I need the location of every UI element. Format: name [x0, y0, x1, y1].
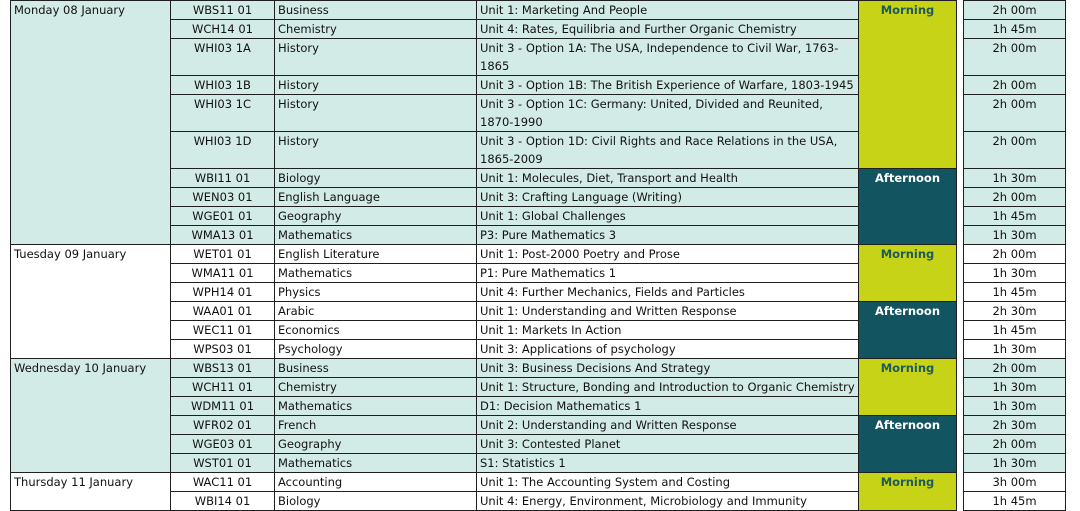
exam-code: WPH14 01 — [171, 283, 275, 302]
exam-title: Unit 3: Contested Planet — [477, 435, 859, 454]
exam-subject: Geography — [275, 435, 477, 454]
exam-duration: 2h 00m — [964, 359, 1066, 378]
exam-subject: Economics — [275, 321, 477, 340]
exam-subject: English Language — [275, 188, 477, 207]
column-gap — [957, 20, 964, 39]
column-gap — [957, 188, 964, 207]
exam-code: WEC11 01 — [171, 321, 275, 340]
exam-code: WFR02 01 — [171, 416, 275, 435]
column-gap — [957, 359, 964, 378]
exam-title: Unit 1: Structure, Bonding and Introduction to Organic Chemistry — [477, 378, 859, 397]
column-gap — [957, 226, 964, 245]
exam-code: WET01 01 — [171, 245, 275, 264]
exam-duration: 1h 30m — [964, 340, 1066, 359]
session-label — [859, 302, 957, 359]
exam-duration: 2h 00m — [964, 95, 1066, 132]
exam-title: Unit 2: Understanding and Written Response — [477, 416, 859, 435]
exam-duration: 1h 45m — [964, 20, 1066, 39]
session-text: Afternoon — [874, 418, 941, 432]
column-gap — [957, 264, 964, 283]
exam-subject: Biology — [275, 169, 477, 188]
exam-title: Unit 3: Business Decisions And Strategy — [477, 359, 859, 378]
exam-date: Thursday 11 January — [11, 473, 171, 511]
exam-code: WHI03 1D — [171, 132, 275, 169]
exam-code: WAA01 01 — [171, 302, 275, 321]
exam-title: P3: Pure Mathematics 3 — [477, 226, 859, 245]
exam-title: Unit 3: Applications of psychology — [477, 340, 859, 359]
exam-duration: 3h 00m — [964, 473, 1066, 492]
exam-title: Unit 1: Understanding and Written Response — [477, 302, 859, 321]
exam-code: WBS13 01 — [171, 359, 275, 378]
exam-subject: Psychology — [275, 340, 477, 359]
exam-duration: 1h 30m — [964, 264, 1066, 283]
exam-code: WPS03 01 — [171, 340, 275, 359]
exam-subject: English Literature — [275, 245, 477, 264]
table-row — [11, 245, 1066, 264]
column-gap — [957, 95, 964, 132]
session-text: Morning — [880, 361, 935, 375]
exam-code: WBS11 01 — [171, 1, 275, 20]
exam-subject: History — [275, 132, 477, 169]
session-label — [859, 169, 957, 245]
exam-duration: 1h 45m — [964, 283, 1066, 302]
column-gap — [957, 169, 964, 188]
table-row — [11, 1, 1066, 20]
session-label — [859, 245, 957, 302]
exam-code: WGE03 01 — [171, 435, 275, 454]
exam-subject: Geography — [275, 207, 477, 226]
exam-code: WST01 01 — [171, 454, 275, 473]
session-text: Morning — [880, 3, 935, 17]
session-text: Morning — [880, 247, 935, 261]
exam-subject: Biology — [275, 492, 477, 511]
exam-subject: Chemistry — [275, 20, 477, 39]
exam-subject: Mathematics — [275, 454, 477, 473]
exam-code: WDM11 01 — [171, 397, 275, 416]
exam-code: WHI03 1C — [171, 95, 275, 132]
column-gap — [957, 1, 964, 20]
column-gap — [957, 302, 964, 321]
exam-duration: 1h 45m — [964, 321, 1066, 340]
exam-subject: History — [275, 76, 477, 95]
exam-code: WBI14 01 — [171, 492, 275, 511]
exam-title: Unit 3 - Option 1B: The British Experience of Warfare, 1803-1945 — [477, 76, 859, 95]
exam-duration: 1h 30m — [964, 169, 1066, 188]
exam-subject: History — [275, 95, 477, 132]
session-text: Morning — [880, 475, 935, 489]
exam-title: Unit 1: The Accounting System and Costing — [477, 473, 859, 492]
exam-code: WGE01 01 — [171, 207, 275, 226]
column-gap — [957, 435, 964, 454]
exam-title: Unit 1: Global Challenges — [477, 207, 859, 226]
exam-duration: 2h 00m — [964, 188, 1066, 207]
exam-duration: 2h 30m — [964, 302, 1066, 321]
exam-subject: Mathematics — [275, 264, 477, 283]
table-row — [11, 359, 1066, 378]
exam-duration: 1h 45m — [964, 207, 1066, 226]
exam-title: Unit 3 - Option 1C: Germany: United, Divided and Reunited, 1870-1990 — [477, 95, 859, 132]
exam-duration: 2h 00m — [964, 435, 1066, 454]
column-gap — [957, 321, 964, 340]
column-gap — [957, 473, 964, 492]
exam-subject: Business — [275, 1, 477, 20]
column-gap — [957, 397, 964, 416]
exam-code: WCH14 01 — [171, 20, 275, 39]
column-gap — [957, 454, 964, 473]
exam-date: Tuesday 09 January — [11, 245, 171, 359]
exam-title: Unit 4: Energy, Environment, Microbiology and Immunity — [477, 492, 859, 511]
exam-subject: Accounting — [275, 473, 477, 492]
exam-title: D1: Decision Mathematics 1 — [477, 397, 859, 416]
exam-subject: Chemistry — [275, 378, 477, 397]
exam-subject: Business — [275, 359, 477, 378]
exam-duration: 2h 00m — [964, 1, 1066, 20]
exam-title: Unit 4: Further Mechanics, Fields and Particles — [477, 283, 859, 302]
column-gap — [957, 245, 964, 264]
table-row — [11, 473, 1066, 492]
column-gap — [957, 283, 964, 302]
exam-code: WHI03 1A — [171, 39, 275, 76]
exam-code: WMA11 01 — [171, 264, 275, 283]
exam-duration: 1h 30m — [964, 454, 1066, 473]
exam-timetable — [10, 0, 1066, 511]
column-gap — [957, 207, 964, 226]
column-gap — [957, 39, 964, 76]
exam-duration: 1h 30m — [964, 378, 1066, 397]
session-text: Afternoon — [874, 171, 941, 185]
exam-title: Unit 3 - Option 1A: The USA, Independence to Civil War, 1763-1865 — [477, 39, 859, 76]
exam-subject: French — [275, 416, 477, 435]
column-gap — [957, 340, 964, 359]
exam-subject: History — [275, 39, 477, 76]
exam-duration: 1h 30m — [964, 397, 1066, 416]
exam-title: Unit 3 - Option 1D: Civil Rights and Race Relations in the USA, 1865-2009 — [477, 132, 859, 169]
exam-title: Unit 4: Rates, Equilibria and Further Organic Chemistry — [477, 20, 859, 39]
session-label — [859, 416, 957, 473]
exam-date: Monday 08 January — [11, 1, 171, 245]
column-gap — [957, 492, 964, 511]
column-gap — [957, 416, 964, 435]
exam-duration: 2h 30m — [964, 416, 1066, 435]
column-gap — [957, 76, 964, 95]
exam-title: Unit 1: Marketing And People — [477, 1, 859, 20]
exam-subject: Arabic — [275, 302, 477, 321]
exam-duration: 2h 00m — [964, 245, 1066, 264]
exam-title: Unit 1: Markets In Action — [477, 321, 859, 340]
timetable-body — [11, 1, 1066, 511]
exam-code: WCH11 01 — [171, 378, 275, 397]
session-label — [859, 359, 957, 416]
exam-code: WMA13 01 — [171, 226, 275, 245]
exam-title: Unit 1: Post-2000 Poetry and Prose — [477, 245, 859, 264]
exam-duration: 1h 45m — [964, 492, 1066, 511]
exam-code: WHI03 1B — [171, 76, 275, 95]
exam-code: WEN03 01 — [171, 188, 275, 207]
exam-subject: Physics — [275, 283, 477, 302]
session-label — [859, 473, 957, 511]
exam-title: Unit 3: Crafting Language (Writing) — [477, 188, 859, 207]
exam-title: S1: Statistics 1 — [477, 454, 859, 473]
exam-duration: 2h 00m — [964, 76, 1066, 95]
exam-code: WAC11 01 — [171, 473, 275, 492]
session-text: Afternoon — [874, 304, 941, 318]
exam-title: Unit 1: Molecules, Diet, Transport and Health — [477, 169, 859, 188]
column-gap — [957, 132, 964, 169]
exam-title: P1: Pure Mathematics 1 — [477, 264, 859, 283]
exam-code: WBI11 01 — [171, 169, 275, 188]
exam-subject: Mathematics — [275, 226, 477, 245]
exam-duration: 2h 00m — [964, 39, 1066, 76]
session-label — [859, 1, 957, 169]
exam-duration: 1h 30m — [964, 226, 1066, 245]
column-gap — [957, 378, 964, 397]
exam-subject: Mathematics — [275, 397, 477, 416]
exam-date: Wednesday 10 January — [11, 359, 171, 473]
exam-duration: 2h 00m — [964, 132, 1066, 169]
